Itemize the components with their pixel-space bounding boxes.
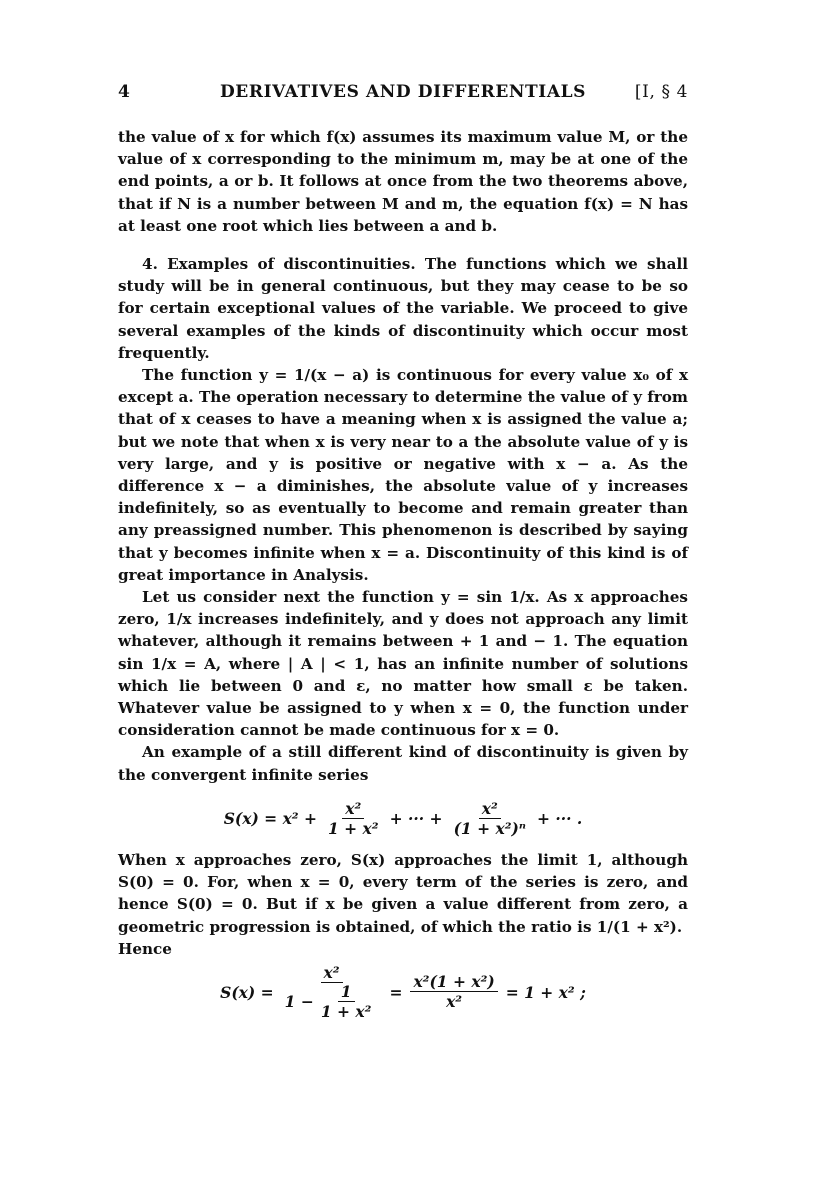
- section-4-text: The functions which we shall study will be in general continuous, but they may cease to be so for certain exceptional values of the variable. We proceed to give several examples of the kinds of discontinuity which occur most frequently.: [118, 255, 689, 362]
- section-4-paragraph: [118, 253, 688, 364]
- simplified-fraction: [410, 973, 497, 1012]
- paragraph-continuation: the value of x for which f(x) assumes its maximum value M, or the value of x corresponding to the minimum m, may be at one of the end points, a or b. It follows at once from the two theorems above, that if N is a number between M and m, the equation f(x) = N has at least one root which lies between a and b.: [118, 128, 688, 235]
- formula2-equals: =: [389, 982, 403, 1002]
- formula2-rhs: = 1 + x² ;: [505, 982, 586, 1002]
- series-formula: [118, 800, 688, 839]
- inner-fraction: [318, 983, 375, 1022]
- simplified-numerator: x²(1 + x²): [410, 973, 497, 992]
- page-number: 4: [118, 82, 131, 102]
- section-reference: [I, § 4: [634, 82, 688, 102]
- formula2-lhs: S(x) =: [220, 982, 274, 1002]
- compound-numerator: x²: [321, 964, 343, 983]
- section-heading: 4. Examples of discontinuities.: [142, 255, 416, 274]
- running-title: DERIVATIVES AND DIFFERENTIALS: [219, 82, 587, 102]
- hence-line: Hence: [118, 939, 172, 958]
- paragraph-series-intro: An example of a still different kind of discontinuity is given by the convergent infinite series: [118, 743, 688, 784]
- paragraph-limit: When x approaches zero, S(x) approaches the limit 1, although S(0) = 0. For, when x = 0, every term of the series is zero, and hence S(0) = 0. But if x be given a value different from zero, a geometric progression is obtained, of which the ratio is 1/(1 + x²).: [118, 850, 688, 936]
- sum-formula: [118, 964, 688, 1022]
- compound-denominator: [282, 983, 382, 1022]
- page-body: [118, 126, 688, 1022]
- inner-denominator: 1 + x²: [320, 1001, 372, 1021]
- fraction-term-n: [451, 800, 529, 839]
- formula1-middle: + ··· +: [389, 809, 443, 829]
- fraction-1-denominator: 1 + x²: [327, 818, 379, 838]
- denominator-lead: 1 −: [284, 992, 314, 1012]
- paragraph-sine-function: Let us consider next the function y = sin 1/x. As x approaches zero, 1/x increases indefinitely, and y does not approach any limit whatever, although it remains between + 1 and − 1. The equation sin 1/x = A, where | A | < 1, has an infinite number of solutions which lie between 0 and ε, no matter how small ε be taken. Whatever value be assigned to y when x = 0, the function under consideration cannot be made continuous for x = 0.: [118, 588, 688, 740]
- running-header: [118, 82, 688, 106]
- formula1-lhs: S(x) = x² +: [223, 809, 317, 829]
- compound-fraction: [282, 964, 382, 1022]
- paragraph-reciprocal-function: The function y = 1/(x − a) is continuous for every value x₀ of x except a. The operation necessary to determine the value of y from that of x ceases to have a meaning when x is assigned the value a; but we note that when x is very near to a the absolute value of y is very large, and y is positive or negative with x − a. As the difference x − a diminishes, the absolute value of y increases indefinitely, so as eventually to become and remain greater than any preassigned number. This phenomenon is described by saying that y becomes infinite when x = a. Discontinuity of this kind is of great importance in Analysis.: [118, 366, 688, 584]
- formula1-tail: + ··· .: [536, 809, 583, 829]
- inner-numerator: 1: [338, 983, 355, 1002]
- fraction-n-numerator: x²: [479, 800, 501, 819]
- fraction-n-denominator: (1 + x²)ⁿ: [453, 818, 526, 838]
- simplified-denominator: x²: [446, 992, 463, 1012]
- fraction-1-numerator: x²: [342, 800, 364, 819]
- fraction-term-1: [325, 800, 382, 839]
